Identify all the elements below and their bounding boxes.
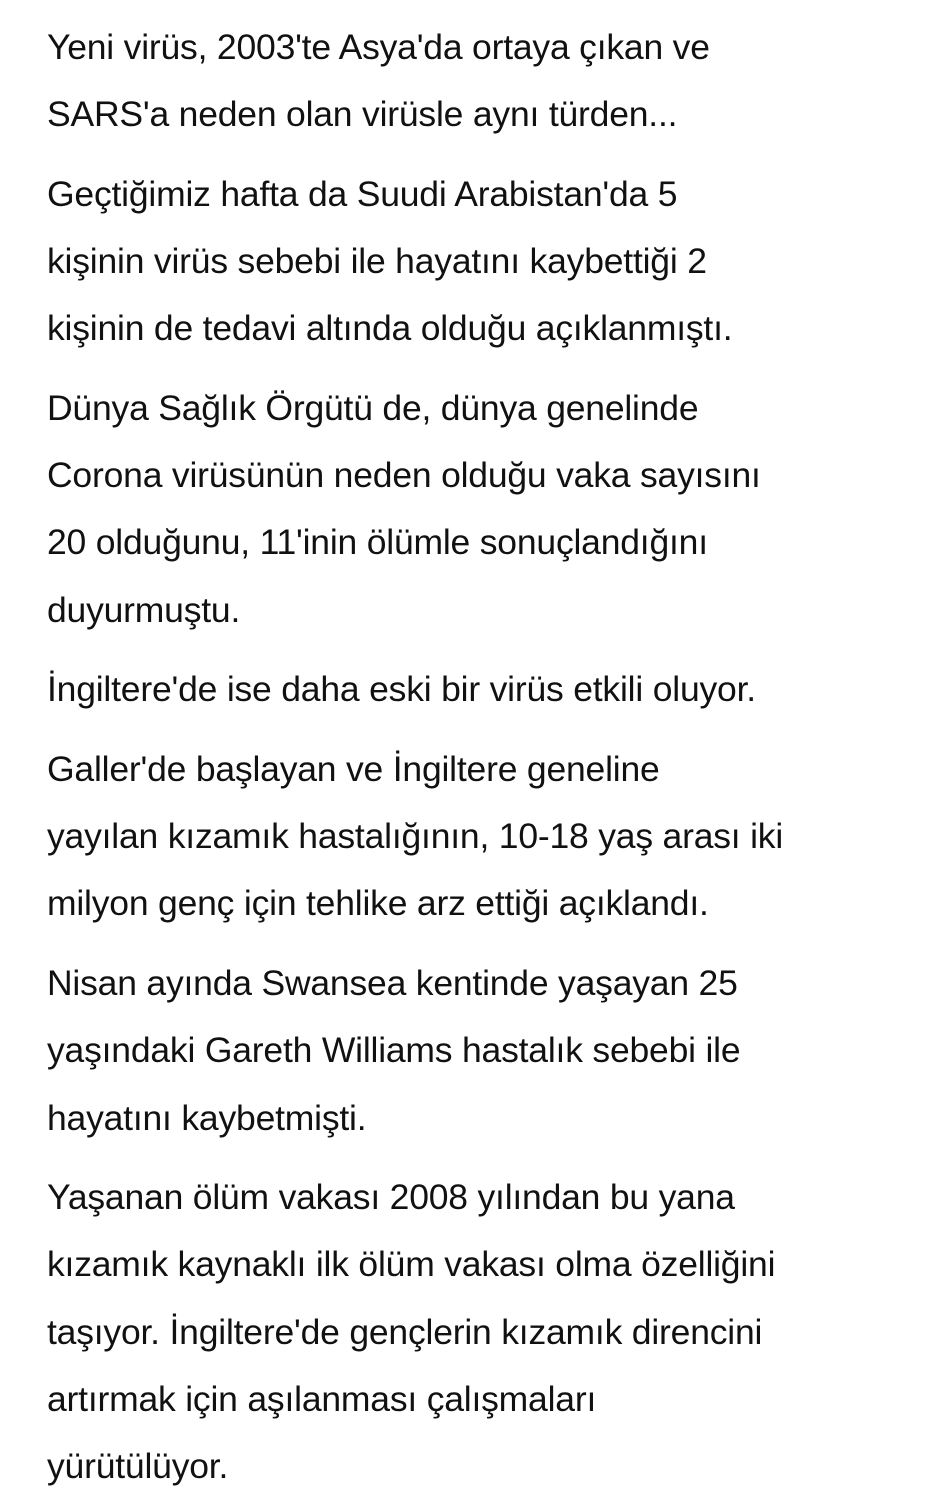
paragraph-line: Corona virüsünün neden olduğu vaka sayısını bbox=[47, 455, 761, 496]
paragraph-who-statement bbox=[47, 375, 917, 644]
paragraph-line: yürütülüyor. bbox=[47, 1446, 229, 1487]
paragraph-line: Nisan ayında Swansea kentinde yaşayan 25 bbox=[47, 963, 738, 1004]
paragraph-line: yayılan kızamık hastalığının, 10-18 yaş arası iki bbox=[47, 816, 784, 857]
paragraph-swansea-death bbox=[47, 950, 917, 1152]
paragraph-line: Yeni virüs, 2003'te Asya'da ortaya çıkan ve bbox=[47, 27, 710, 67]
paragraph-line: kişinin virüs sebebi ile hayatını kaybettiği 2 bbox=[47, 241, 707, 282]
paragraph-line: SARS'a neden olan virüsle aynı türden... bbox=[47, 94, 678, 135]
paragraph-vaccination-efforts bbox=[47, 1164, 917, 1500]
paragraph-line: yaşındaki Gareth Williams hastalık sebebi ile bbox=[47, 1030, 741, 1071]
paragraph-line: İngiltere'de ise daha eski bir virüs etkili oluyor. bbox=[47, 669, 756, 710]
paragraph-line: duyurmuştu. bbox=[47, 589, 241, 630]
paragraph-line: milyon genç için tehlike arz ettiği açıklandı. bbox=[47, 883, 709, 924]
paragraph-line: 20 olduğunu, 11'inin ölümle sonuçlandığını bbox=[47, 522, 708, 563]
paragraph-line: kişinin de tedavi altında olduğu açıklanmıştı. bbox=[47, 308, 733, 349]
paragraph-line: kızamık kaynaklı ilk ölüm vakası olma özelliğini bbox=[47, 1244, 776, 1285]
paragraph-measles-spread bbox=[47, 736, 917, 938]
paragraph-line: artırmak için aşılanması çalışmaları bbox=[47, 1378, 597, 1419]
paragraph-virus-origin bbox=[47, 14, 917, 148]
paragraph-line: Geçtiğimiz hafta da Suudi Arabistan'da 5 bbox=[47, 173, 678, 214]
paragraph-line: Dünya Sağlık Örgütü de, dünya genelinde bbox=[47, 388, 699, 429]
paragraph-saudi-arabia bbox=[47, 161, 917, 363]
paragraph-line: hayatını kaybetmişti. bbox=[47, 1097, 367, 1138]
paragraph-line: Yaşanan ölüm vakası 2008 yılından bu yana bbox=[47, 1177, 735, 1218]
paragraph-line: Galler'de başlayan ve İngiltere geneline bbox=[47, 749, 660, 790]
article-body bbox=[47, 14, 917, 1500]
paragraph-england-older-virus bbox=[47, 656, 917, 723]
paragraph-line: taşıyor. İngiltere'de gençlerin kızamık direncini bbox=[47, 1311, 763, 1352]
